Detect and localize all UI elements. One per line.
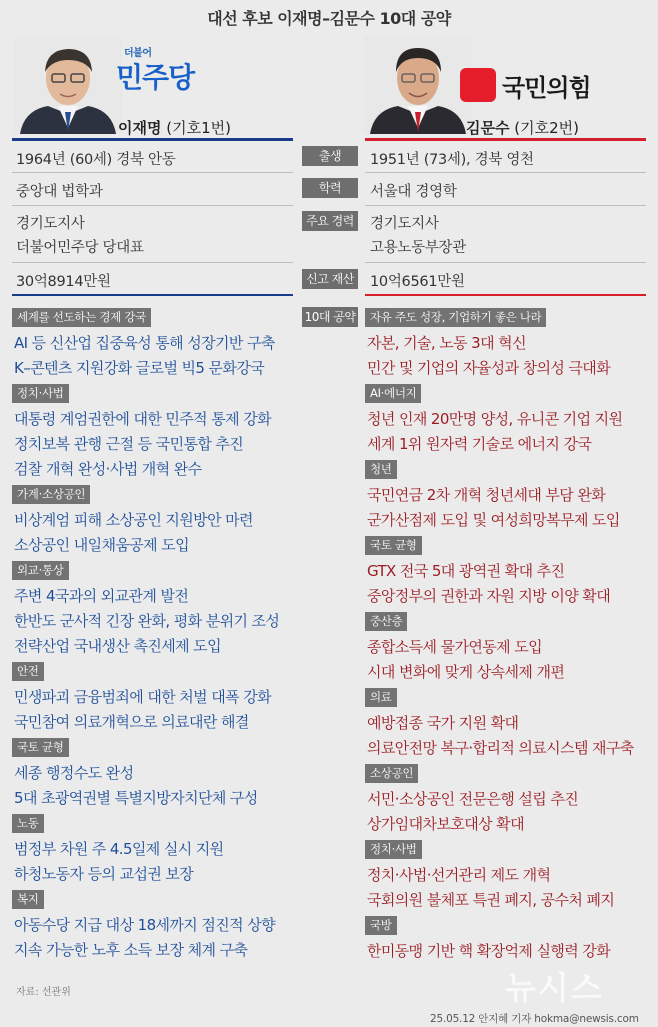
category-education: 학력 xyxy=(302,178,358,198)
education-lee: 중앙대 법학과 xyxy=(16,184,103,200)
ppp-logo xyxy=(460,66,591,104)
pledge-group xyxy=(365,458,658,533)
pledge-category-tag: 국토 균형 xyxy=(12,738,69,757)
candidate-name: 이재명 xyxy=(118,119,162,137)
category-pledges: 10대 공약 xyxy=(302,307,358,327)
pledge-category-tag: 안전 xyxy=(12,662,44,681)
pledge-item: 중앙정부의 권한과 자원 지방 이양 확대 xyxy=(367,587,611,605)
divider-red xyxy=(365,294,646,296)
pledge-item: 소상공인 내일채움공제 도입 xyxy=(14,536,190,554)
pledge-item: 국회의원 불체포 특권 폐지, 공수처 폐지 xyxy=(367,891,615,909)
pledge-item: K–콘텐츠 지원강화 글로벌 빅5 문화강국 xyxy=(14,359,265,377)
pledge-item: 예방접종 국가 지원 확대 xyxy=(367,714,519,732)
pledge-item: 세계 1위 원자력 기술로 에너지 강국 xyxy=(367,435,592,453)
candidate-photo-lee xyxy=(14,36,122,134)
party-logo-small-text: 더불어 xyxy=(124,48,152,59)
pledge-category-tag: 의료 xyxy=(365,688,397,707)
pledge-category-tag: 자유 주도 성장, 기업하기 좋은 나라 xyxy=(365,308,546,327)
pledge-item: 국민참여 의료개혁으로 의료대란 해결 xyxy=(14,713,249,731)
career-kim-1: 경기도지사 xyxy=(370,216,439,232)
pledge-group xyxy=(365,914,658,964)
pledge-group xyxy=(12,812,302,887)
assets-kim: 10억6561만원 xyxy=(370,274,465,290)
divider-blue xyxy=(12,138,293,141)
pledge-item: 자본, 기술, 노동 3대 혁신 xyxy=(367,334,526,352)
divider xyxy=(12,262,293,263)
pledge-category-tag: 청년 xyxy=(365,460,397,479)
candidate-name-kim xyxy=(466,117,579,138)
pledges-lee xyxy=(12,306,302,964)
divider-red xyxy=(365,138,646,141)
career-lee-2: 더불어민주당 당대표 xyxy=(16,240,144,256)
category-birth: 출생 xyxy=(302,146,358,166)
pledge-group xyxy=(365,838,658,913)
pledge-category-tag: 복지 xyxy=(12,890,44,909)
category-career: 주요 경력 xyxy=(302,211,358,231)
watermark: 뉴시스 xyxy=(505,969,604,1007)
pledge-group xyxy=(12,888,302,963)
career-kim-2: 고용노동부장관 xyxy=(370,240,466,256)
divider-blue xyxy=(12,294,293,296)
pledge-group xyxy=(365,306,658,381)
pledge-item: 한미동맹 기반 핵 확장억제 실행력 강화 xyxy=(367,942,611,960)
pledge-group xyxy=(365,686,658,761)
pledge-group xyxy=(365,382,658,457)
career-lee-1: 경기도지사 xyxy=(16,216,85,232)
category-assets: 신고 재산 xyxy=(302,269,358,289)
party-logo-text: 국민의힘 xyxy=(502,73,591,102)
pledge-item: 범정부 차원 주 4.5일제 실시 지원 xyxy=(14,840,224,858)
pledge-item: GTX 전국 5대 광역권 확대 추진 xyxy=(367,562,565,580)
candidate-number: (기호1번) xyxy=(166,119,231,137)
pledge-item: 전략산업 국내생산 촉진세제 도입 xyxy=(14,637,221,655)
pledge-item: 한반도 군사적 긴장 완화, 평화 분위기 조성 xyxy=(14,612,280,630)
candidate-number: (기호2번) xyxy=(514,119,579,137)
pledge-item: 대통령 계엄권한에 대한 민주적 통제 강화 xyxy=(14,410,271,428)
pledge-category-tag: 정치·사법 xyxy=(365,840,422,859)
divider xyxy=(365,205,646,206)
ppp-logo-icon xyxy=(460,68,496,102)
democratic-party-logo xyxy=(116,44,212,108)
party-logo-text: 민주당 xyxy=(116,61,195,94)
candidate-name: 김문수 xyxy=(466,119,510,137)
education-kim: 서울대 경영학 xyxy=(370,184,457,200)
candidate-photo-kim xyxy=(364,36,472,134)
pledge-item: 하청노동자 등의 교섭권 보장 xyxy=(14,865,194,883)
pledge-item: 종합소득세 물가연동제 도입 xyxy=(367,638,543,656)
pledge-category-tag: 소상공인 xyxy=(365,764,418,783)
birth-lee: 1964년 (60세) 경북 안동 xyxy=(16,152,176,168)
candidate-name-lee xyxy=(118,117,231,138)
pledge-category-tag: 중산층 xyxy=(365,612,407,631)
pledge-group xyxy=(365,762,658,837)
pledge-group xyxy=(12,306,302,381)
pledge-category-tag: AI·에너지 xyxy=(365,384,421,403)
source-note: 자료: 선관위 xyxy=(16,987,71,998)
pledges-kim xyxy=(365,306,658,965)
pledge-item: 세종 행정수도 완성 xyxy=(14,764,134,782)
pledge-group xyxy=(12,660,302,735)
pledge-category-tag: 노동 xyxy=(12,814,44,833)
pledge-group xyxy=(12,736,302,811)
pledge-category-tag: 세계를 선도하는 경제 강국 xyxy=(12,308,151,327)
pledge-category-tag: 국토 균형 xyxy=(365,536,422,555)
credit-line: 25.05.12 안지혜 기자 hokma@newsis.com xyxy=(430,1013,639,1025)
pledge-item: 지속 가능한 노후 소득 보장 체계 구축 xyxy=(14,941,248,959)
divider xyxy=(365,172,646,173)
pledge-group xyxy=(12,382,302,482)
page-title: 대선 후보 이재명–김문수 10대 공약 xyxy=(207,9,451,28)
pledge-item: 청년 인재 20만명 양성, 유니콘 기업 지원 xyxy=(367,410,623,428)
pledge-category-tag: 가계·소상공인 xyxy=(12,485,90,504)
divider xyxy=(365,262,646,263)
birth-kim: 1951년 (73세), 경북 영천 xyxy=(370,152,534,168)
pledge-item: 비상계엄 피해 소상공인 지원방안 마련 xyxy=(14,511,253,529)
divider xyxy=(12,172,293,173)
pledge-item: 주변 4국과의 외교관계 발전 xyxy=(14,587,189,605)
pledge-group xyxy=(12,483,302,558)
pledge-item: 서민·소상공인 전문은행 설립 추진 xyxy=(367,790,579,808)
pledge-category-tag: 정치·사법 xyxy=(12,384,69,403)
assets-lee: 30억8914만원 xyxy=(16,274,111,290)
pledge-item: 정치·사법·선거관리 제도 개혁 xyxy=(367,866,551,884)
pledge-item: 의료안전망 복구·합리적 의료시스템 재구축 xyxy=(367,739,634,757)
pledge-category-tag: 국방 xyxy=(365,916,397,935)
pledge-item: 군가산점제 도입 및 여성희망복무제 도입 xyxy=(367,511,620,529)
pledge-item: 아동수당 지급 대상 18세까지 점진적 상향 xyxy=(14,916,275,934)
pledge-item: 시대 변화에 맞게 상속세제 개편 xyxy=(367,663,565,681)
portrait-kim-image xyxy=(364,36,472,134)
pledge-item: 정치보복 관행 근절 등 국민통합 추진 xyxy=(14,435,244,453)
pledge-group xyxy=(365,534,658,609)
pledge-item: 검찰 개혁 완성·사법 개혁 완수 xyxy=(14,460,202,478)
pledge-item: 5대 초광역권별 특별지방자치단체 구성 xyxy=(14,789,258,807)
pledge-group xyxy=(12,559,302,659)
pledge-item: 상가임대차보호대상 확대 xyxy=(367,815,524,833)
divider xyxy=(12,205,293,206)
pledge-item: 국민연금 2차 개혁 청년세대 부담 완화 xyxy=(367,486,606,504)
portrait-lee-image xyxy=(14,36,122,134)
pledge-item: AI 등 신산업 집중육성 통해 성장기반 구축 xyxy=(14,334,275,352)
pledge-category-tag: 외교·통상 xyxy=(12,561,69,580)
pledge-item: 민간 및 기업의 자율성과 창의성 극대화 xyxy=(367,359,611,377)
pledge-item: 민생파괴 금융범죄에 대한 처벌 대폭 강화 xyxy=(14,688,271,706)
pledge-group xyxy=(365,610,658,685)
